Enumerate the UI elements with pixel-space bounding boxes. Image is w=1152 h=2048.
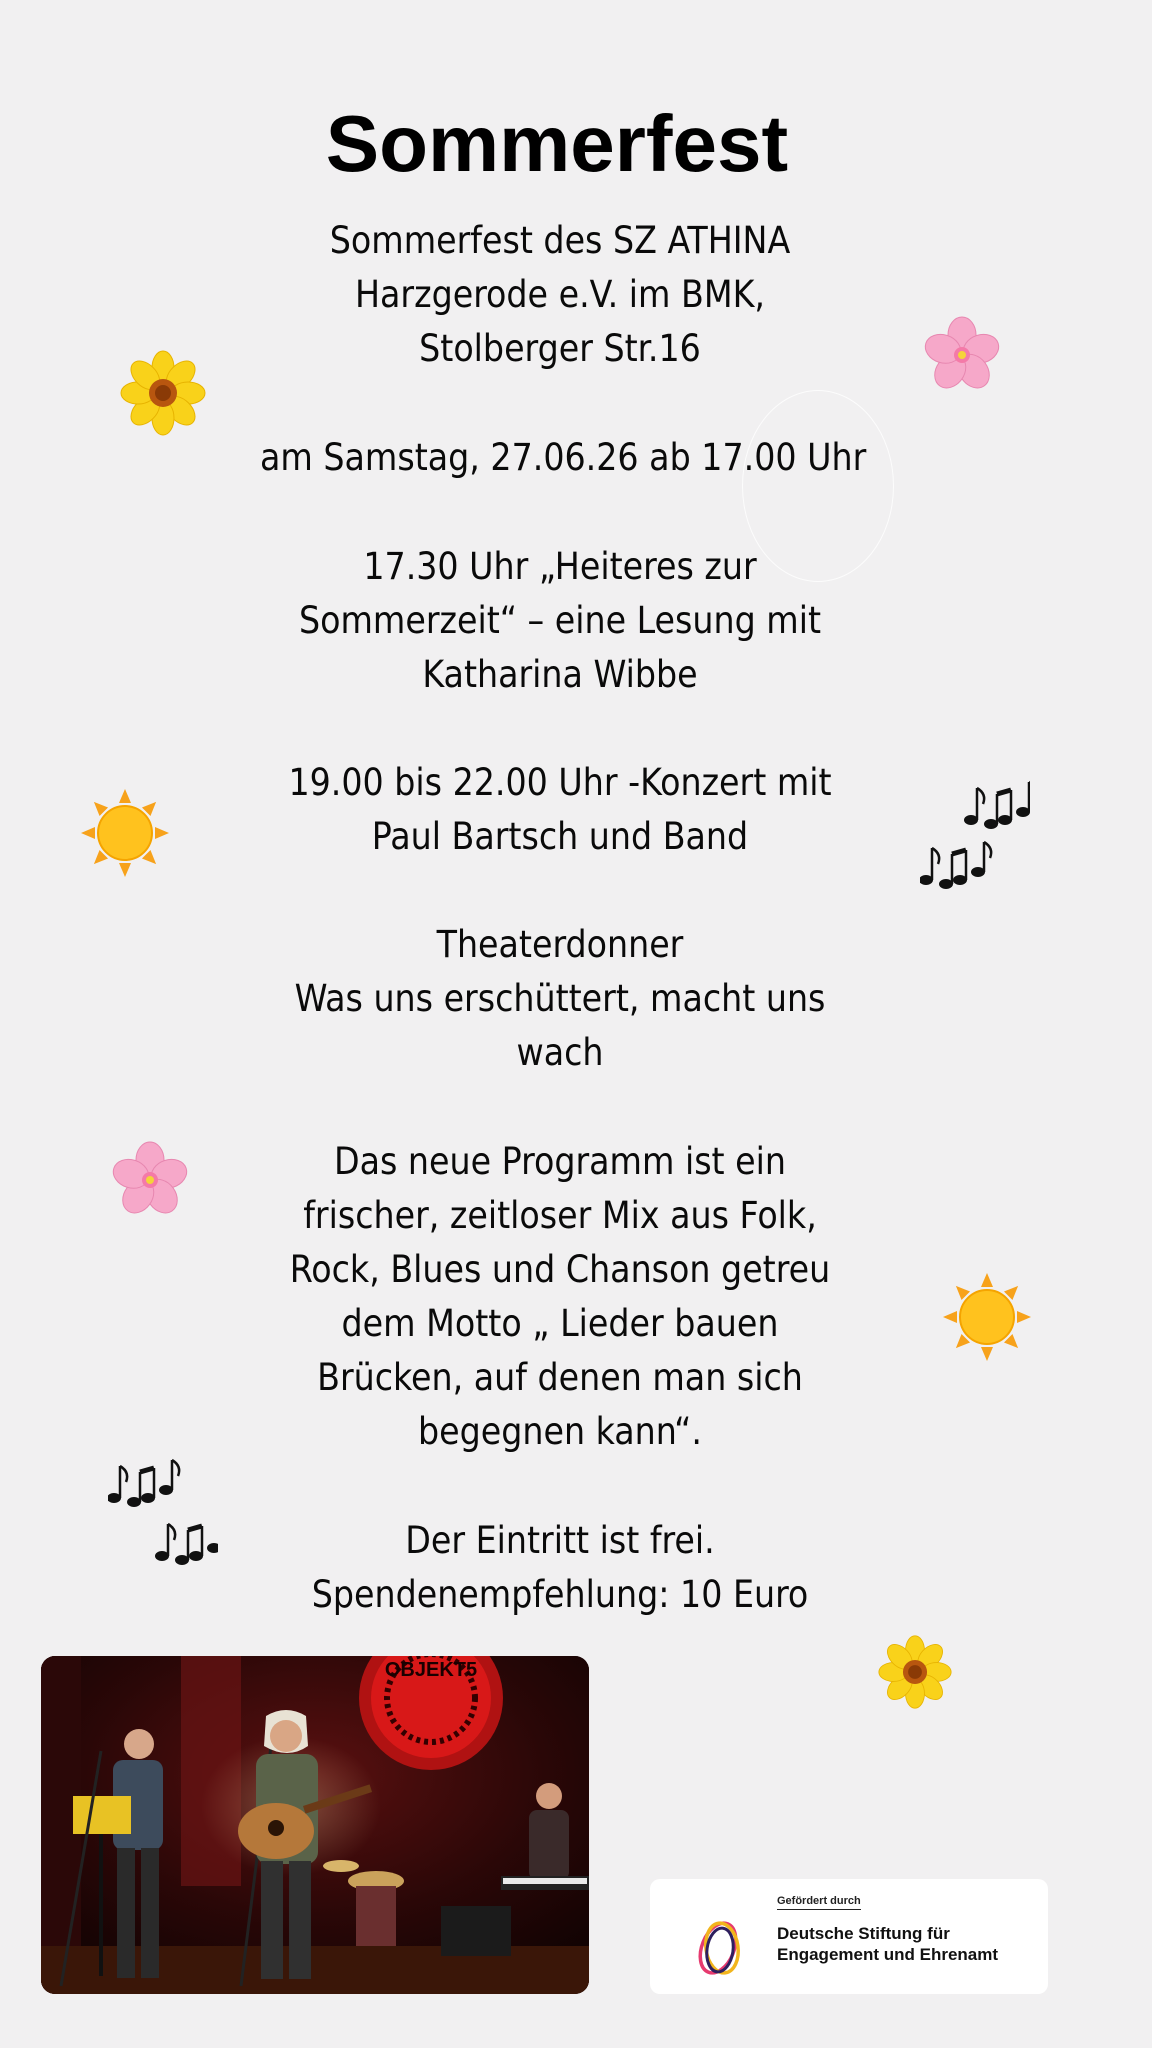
program-description xyxy=(260,1135,860,1459)
band-photo xyxy=(41,1656,589,1994)
text-line: am Samstag, 27.06.26 ab 17.00 Uhr xyxy=(260,436,867,479)
admission-info xyxy=(260,1514,860,1622)
text-line: Theaterdonner xyxy=(436,923,684,966)
cherry-blossom-icon xyxy=(110,1140,190,1220)
foundation-logo-icon xyxy=(686,1912,756,1982)
sun-icon xyxy=(80,788,170,878)
text-line: Das neue Programm ist ein xyxy=(333,1140,787,1183)
event-location xyxy=(260,214,860,376)
venue-sign-text: OBJEKT5 xyxy=(384,1659,478,1681)
sun-icon xyxy=(942,1272,1032,1362)
page-title: Sommerfest xyxy=(325,99,789,188)
text-line: Was uns erschüttert, macht uns xyxy=(294,977,826,1020)
sponsor-name-line: Engagement und Ehrenamt xyxy=(777,1945,999,1964)
cherry-blossom-icon xyxy=(922,315,1002,395)
text-line: Katharina Wibbe xyxy=(422,653,698,696)
text-line: 19.00 bis 22.00 Uhr -Konzert mit xyxy=(288,761,832,804)
text-line: Sommerzeit“ – eine Lesung mit xyxy=(298,599,822,642)
reading-info xyxy=(260,540,860,702)
music-notes-icon xyxy=(108,1458,218,1588)
text-line: dem Motto „ Lieder bauen xyxy=(341,1302,779,1345)
music-notes-icon xyxy=(920,778,1030,908)
text-line: Sommerfest des SZ ATHINA xyxy=(329,219,791,262)
text-line: frischer, zeitloser Mix aus Folk, xyxy=(303,1194,817,1237)
text-line: Der Eintritt ist frei. xyxy=(405,1519,715,1562)
sunflower-icon xyxy=(120,350,206,436)
text-line: Stolberger Str.16 xyxy=(419,327,701,370)
concert-info xyxy=(260,756,860,864)
program-title xyxy=(260,918,860,1080)
text-line: begegnen kann“. xyxy=(418,1410,702,1453)
sponsor-card xyxy=(650,1879,1048,1994)
sunflower-icon xyxy=(878,1635,952,1709)
sponsor-label: Gefördert durch xyxy=(777,1895,861,1910)
sponsor-name xyxy=(777,1923,1037,1965)
text-line: Harzgerode e.V. im BMK, xyxy=(354,273,766,316)
faint-circle-decoration xyxy=(742,390,894,582)
text-line: Rock, Blues und Chanson getreu xyxy=(289,1248,831,1291)
text-line: Spendenempfehlung: 10 Euro xyxy=(311,1573,809,1616)
sponsor-name-line: Deutsche Stiftung für xyxy=(777,1924,950,1943)
text-line: Paul Bartsch und Band xyxy=(371,815,749,858)
text-line: 17.30 Uhr „Heiteres zur xyxy=(363,545,757,588)
text-line: Brücken, auf denen man sich xyxy=(317,1356,803,1399)
text-line: wach xyxy=(516,1031,604,1074)
